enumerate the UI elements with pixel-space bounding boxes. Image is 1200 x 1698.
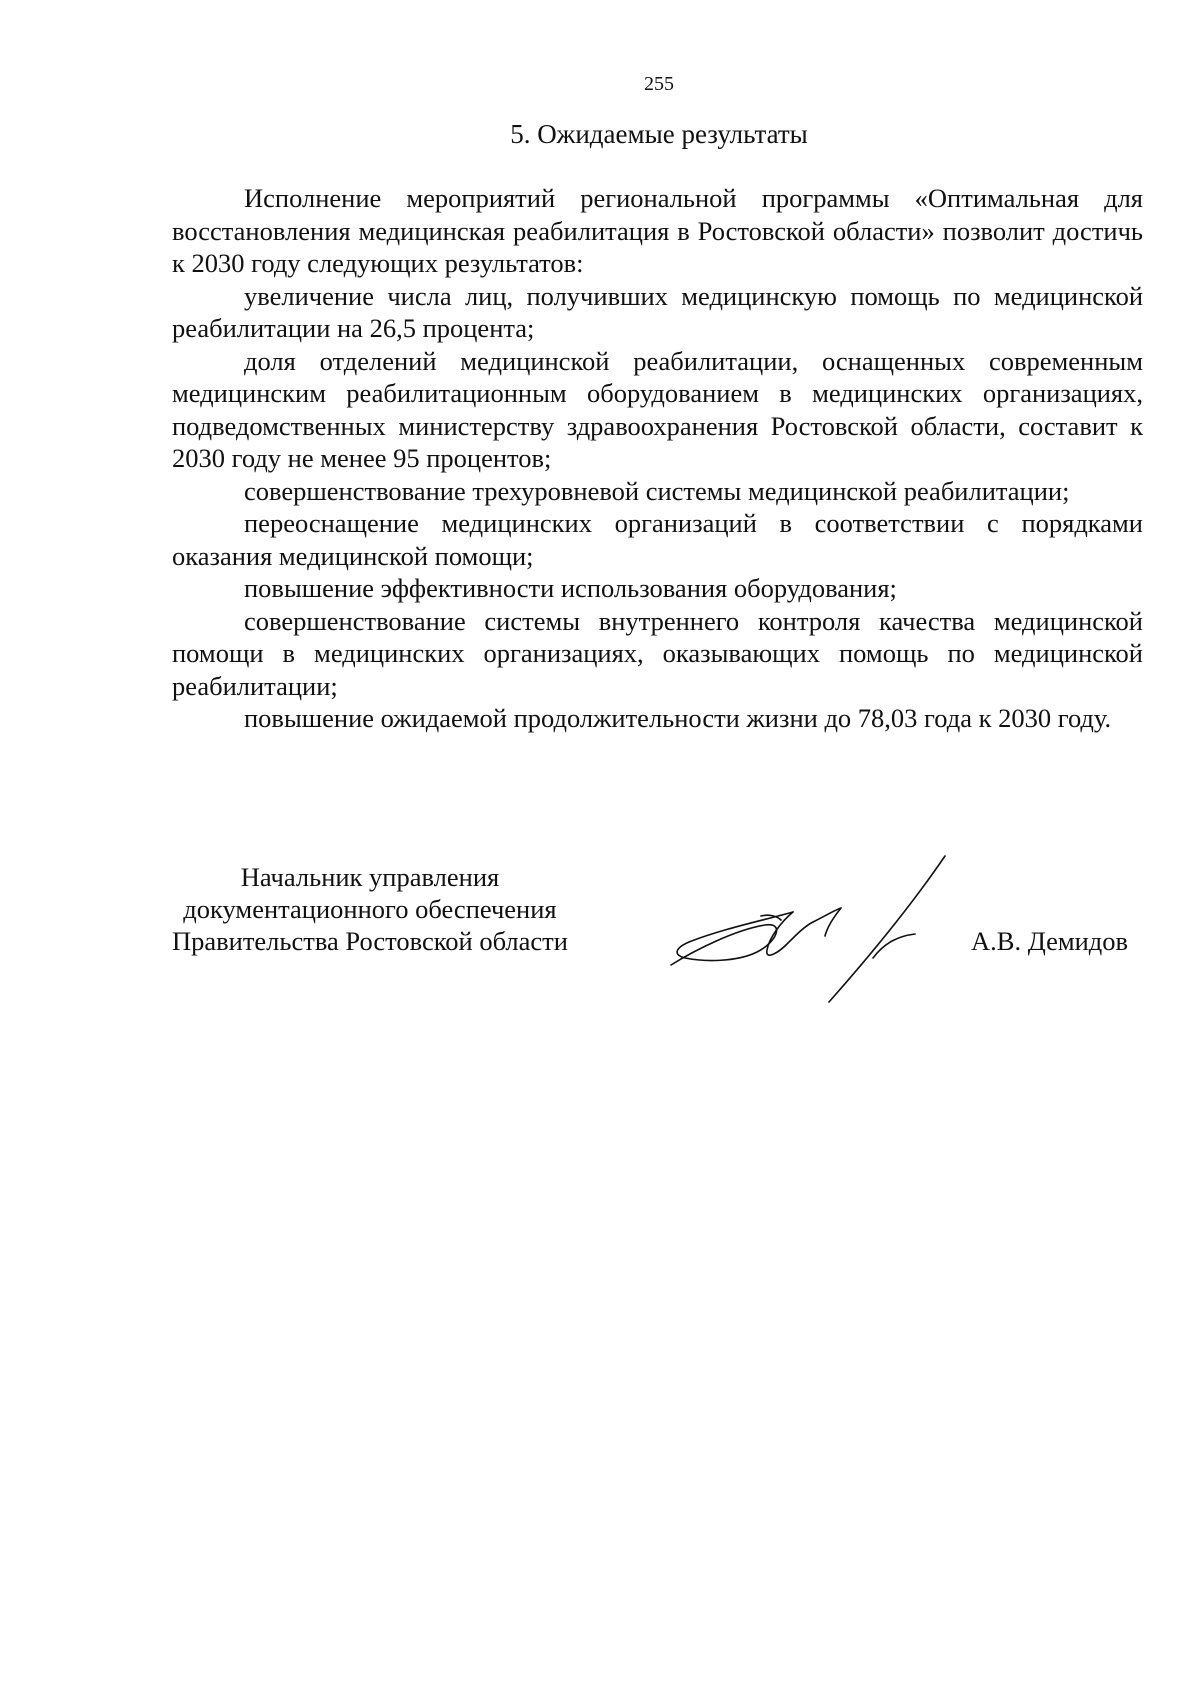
paragraph: Исполнение мероприятий региональной программы «Оптимальная для восстановления медицинская реабилитация в Ростовской области» позволит достичь к 2030 году следующих результатов: xyxy=(172,183,1143,278)
position-line: Начальник управления xyxy=(240,862,500,892)
signatory-position xyxy=(172,861,568,957)
paragraph: совершенствование трехуровневой системы медицинской реабилитации; xyxy=(244,475,1070,506)
handwritten-signature xyxy=(665,850,955,1010)
paragraph: повышение эффективности использования оборудования; xyxy=(244,573,897,603)
page-number: 255 xyxy=(644,73,674,95)
paragraph: повышение ожидаемой продолжительности жизни до 78,03 года к 2030 году. xyxy=(244,703,1112,733)
body-text xyxy=(172,182,1143,735)
signatory-name: А.В. Демидов xyxy=(971,926,1129,956)
position-line: Правительства Ростовской области xyxy=(172,926,568,956)
paragraph: доля отделений медицинской реабилитации, оснащенных современным медицинским реабилитационным оборудованием в медицинских организациях, подведомственных министерству здравоохранения Ростовской области, составит к 2030 году не менее 95 процентов; xyxy=(172,345,1143,473)
paragraph: увеличение числа лиц, получивших медицинскую помощь по медицинской реабилитации на 26,5 процента; xyxy=(172,280,1143,343)
section-title: 5. Ожидаемые результаты xyxy=(510,119,808,149)
paragraph: совершенствование системы внутреннего контроля качества медицинской помощи в медицинских организациях, оказывающих помощь по медицинской реабилитации; xyxy=(172,605,1143,701)
position-line: документационного обеспечения xyxy=(183,894,557,924)
paragraph: переоснащение медицинских организаций в соответствии с порядками оказания медицинской помощи; xyxy=(172,508,1143,571)
